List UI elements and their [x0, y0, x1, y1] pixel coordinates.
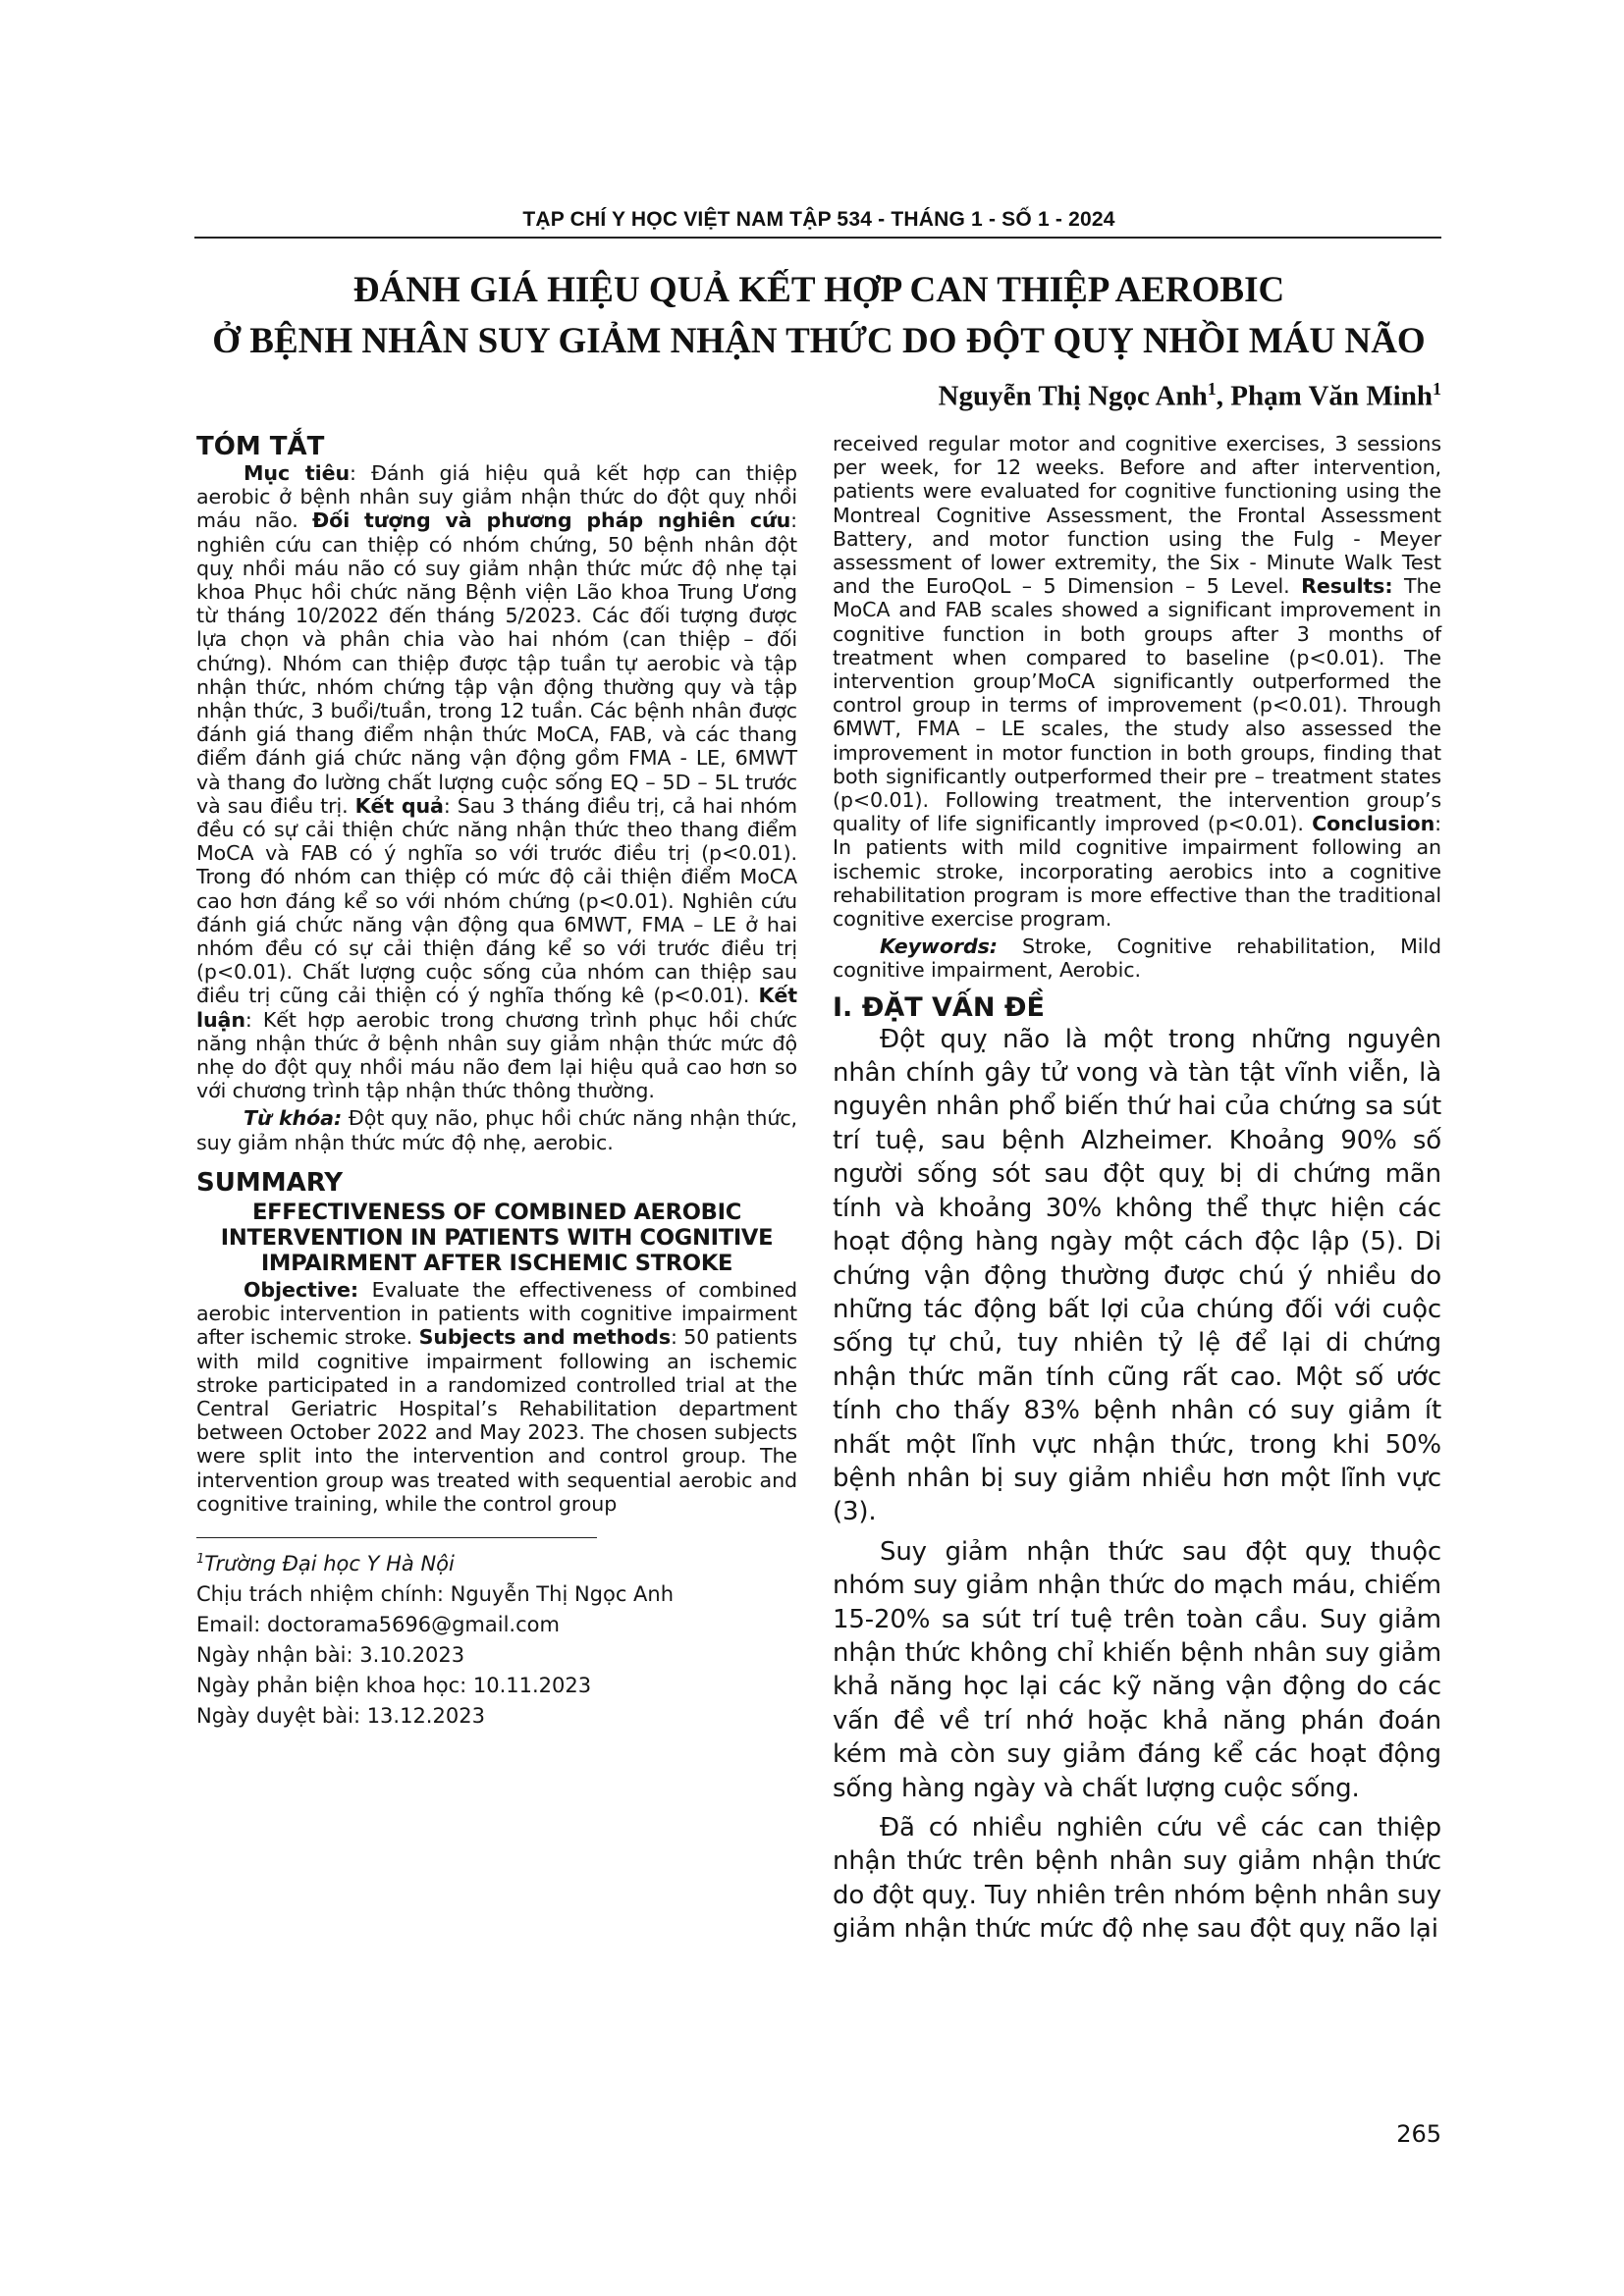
header-rule	[194, 237, 1441, 239]
methods-text-vi: : nghiên cứu can thiệp có nhóm chứng, 50 bệnh nhân đột quỵ nhồi máu não có suy giảm nhận thức mức độ nhẹ tại khoa Phục hồi chức năng Bệnh viện Lão khoa Trung Ương từ tháng 10/2022 đến tháng 5/2023. Các đối tượng được lựa chọn và phân chia vào hai nhóm (can thiệp – đối chứng). Nhóm can thiệp được tập tuần tự aerobic và tập nhận thức, nhóm chứng tập vận động thường quy và tập nhận thức, 3 buổi/tuần, trong 12 tuần. Các bệnh nhân được đánh giá thang điểm nhận thức MoCA, FAB, và các thang điểm đánh giá chức năng vận động gồm FMA - LE, 6MWT và thang đo lường chất lượng cuộc sống EQ – 5D – 5L trước và sau điều trị.	[196, 508, 797, 818]
keywords-label-en: Keywords:	[880, 934, 998, 959]
methods-label-vi: Đối tượng và phương pháp nghiên cứu	[312, 508, 791, 533]
summary-title	[196, 1200, 797, 1276]
conclusion-label-en: Conclusion	[1312, 812, 1435, 836]
keywords-vi	[196, 1106, 797, 1153]
abstract-en-body-part1	[196, 1278, 797, 1516]
objective-label-vi: Mục tiêu	[244, 461, 351, 485]
author-2-affiliation: 1	[1433, 379, 1441, 399]
title-line-2: Ở BỆNH NHÂN SUY GIẢM NHẬN THỨC DO ĐỘT QUỴ NHỒI MÁU NÃO	[212, 321, 1426, 361]
conclusion-text-vi: : Kết hợp aerobic trong chương trình phục hồi chức năng nhận thức ở bệnh nhân suy giảm nhận thức mức độ nhẹ do đột quỵ nhồi máu não đem lại hiệu quả cao hơn so với chương trình tập nhận thức thông thường.	[196, 1007, 797, 1103]
keywords-en	[833, 934, 1441, 982]
results-text-vi: : Sau 3 tháng điều trị, cả hai nhóm đều có sự cải thiện chức năng nhận thức theo thang điểm MoCA và FAB có ý nghĩa so với trước điều trị (p<0.01). Trong đó nhóm can thiệp có mức độ cải thiện điểm MoCA cao hơn đáng kể so với nhóm chứng (p<0.01). Nghiên cứu đánh giá chức năng vận động qua 6MWT, FMA – LE ở hai nhóm đều có sự cải thiện đáng kể so với trước điều trị (p<0.01). Chất lượng cuộc sống của nhóm can thiệp sau điều trị cũng cải thiện có ý nghĩa thống kê (p<0.01).	[196, 793, 797, 1008]
running-head: TẠP CHÍ Y HỌC VIỆT NAM TẬP 534 - THÁNG 1 - SỐ 1 - 2024	[522, 208, 1115, 231]
results-text-en: The MoCA and FAB scales showed a significant improvement in cognitive function in both groups after 3 months of treatment when compared to baseline (p<0.01). The intervention group’MoCA significantly outperformed the control group in terms of improvement (p<0.01). Through 6MWT, FMA – LE scales, the study also assessed the improvement in motor function in both groups, finding that both significantly outperformed their pre – treatment states (p<0.01). Following treatment, the intervention group’s quality of life significantly improved (p<0.01).	[833, 574, 1441, 836]
title-line-1: ĐÁNH GIÁ HIỆU QUẢ KẾT HỢP CAN THIỆP AEROBIC	[352, 270, 1285, 310]
footnote-rule	[196, 1537, 597, 1538]
objective-text-en: Evaluate the effectiveness of combined aerobic intervention in patients with cognitive impairment after ischemic stroke.	[196, 1277, 797, 1350]
author-1: Nguyễn Thị Ngọc Anh	[938, 380, 1208, 412]
results-label-vi: Kết quả	[354, 793, 444, 818]
summary-title-line-2: INTERVENTION IN PATIENTS WITH COGNITIVE	[220, 1224, 774, 1251]
results-label-en: Results:	[1301, 574, 1393, 599]
conclusion-text-en: : In patients with mild cognitive impairment following an ischemic stroke, incorporating aerobics into a cognitive rehabilitation program is more effective than the traditional cognitive exercise program.	[833, 812, 1441, 932]
affiliation: Trường Đại học Y Hà Nội	[204, 1551, 455, 1575]
summary-title-line-3: IMPAIRMENT AFTER ISCHEMIC STROKE	[260, 1250, 733, 1276]
methods-label-en: Subjects and methods	[418, 1325, 671, 1350]
affiliation-marker: 1	[196, 1551, 205, 1567]
intro-paragraph-1	[833, 1023, 1441, 1529]
reviewed-date: Ngày phản biện khoa học: 10.11.2023	[196, 1673, 592, 1697]
intro-paragraph-2	[833, 1535, 1441, 1805]
methods-text-en-part2: received regular motor and cognitive exercises, 3 sessions per week, for 12 weeks. Before and after intervention, patients were evaluated for cognitive functioning using the Montreal Cognitive Assessment, the Frontal Assessment Battery, and motor function using the Fulg - Meyer assessment of lower extremity, the Six - Minute Walk Test and the EuroQoL – 5 Dimension – 5 Level.	[833, 432, 1441, 599]
intro-text-1: Đột quỵ não là một trong những nguyên nhân chính gây tử vong và tàn tật vĩnh viễn, là nguyên nhân phổ biến thứ hai của chứng sa sút trí tuệ, sau bệnh Alzheimer. Khoảng 90% số người sống sót sau đột quỵ bị di chứng mãn tính và khoảng 30% không thể thực hiện các hoạt động hàng ngày một cách độc lập (5). Di chứng vận động thường được chú ý nhiều do những tác động bất lợi của chúng đối với cuộc sống tự chủ, tuy nhiên tỷ lệ để lại di chứng nhận thức mãn tính cũng rất cao. Một số ước tính cho thấy 83% bệnh nhân có suy giảm ít nhất một lĩnh vực nhận thức, trong khi 50% bệnh nhân bị suy giảm nhiều hơn một lĩnh vực (3).	[833, 1024, 1441, 1527]
author-1-affiliation: 1	[1207, 379, 1217, 399]
left-column	[196, 432, 797, 1732]
author-list	[785, 379, 1441, 413]
objective-label-en: Objective:	[244, 1277, 359, 1302]
author-2: Phạm Văn Minh	[1230, 380, 1433, 412]
corresponding-author: Chịu trách nhiệm chính: Nguyễn Thị Ngọc Anh	[196, 1581, 675, 1606]
keywords-text-vi: Đột quỵ não, phục hồi chức năng nhận thức, suy giảm nhận thức mức độ nhẹ, aerobic.	[196, 1106, 798, 1154]
intro-paragraph-3	[833, 1811, 1441, 1947]
conclusion-label-vi: Kết luận	[196, 984, 797, 1032]
footnote	[196, 1544, 797, 1732]
abstract-vi-heading: TÓM TẮT	[196, 432, 325, 461]
keywords-text-en: Stroke, Cognitive rehabilitation, Mild cognitive impairment, Aerobic.	[833, 934, 1441, 983]
page-number: 265	[1396, 2120, 1441, 2148]
right-column	[833, 432, 1441, 1947]
summary-heading: SUMMARY	[196, 1167, 344, 1198]
abstract-en-body-part2	[833, 432, 1441, 931]
author-separator: ,	[1216, 380, 1231, 412]
article-title	[196, 265, 1441, 367]
received-date: Ngày nhận bài: 3.10.2023	[196, 1642, 465, 1667]
intro-text-2: Suy giảm nhận thức sau đột quỵ thuộc nhóm suy giảm nhận thức do mạch máu, chiếm 15-20% sa sút trí tuệ trên toàn cầu. Suy giảm nhận thức không chỉ khiến bệnh nhân suy giảm khả năng học lại các kỹ năng vận động do các vấn đề về trí nhớ hoặc khả năng phán đoán kém mà còn suy giảm đáng kể các hoạt động sống hàng ngày và chất lượng cuộc sống.	[833, 1536, 1441, 1803]
abstract-vi-body	[196, 461, 797, 1102]
email: Email: doctorama5696@gmail.com	[196, 1612, 560, 1636]
accepted-date: Ngày duyệt bài: 13.12.2023	[196, 1703, 485, 1728]
intro-text-3: Đã có nhiều nghiên cứu về các can thiệp nhận thức trên bệnh nhân suy giảm nhận thức do đột quỵ. Tuy nhiên trên nhóm bệnh nhân suy giảm nhận thức mức độ nhẹ sau đột quỵ não lại	[833, 1813, 1441, 1945]
intro-heading: I. ĐẶT VẤN ĐỀ	[833, 991, 1045, 1023]
methods-text-en-part1: : 50 patients with mild cognitive impairment following an ischemic stroke participated in a randomized controlled trial at the Central Geriatric Hospital’s Rehabilitation department between October 2022 and May 2023. The chosen subjects were split into the intervention and control group. The intervention group was treated with sequential aerobic and cognitive training, while the control group	[196, 1325, 798, 1516]
summary-title-line-1: EFFECTIVENESS OF COMBINED AEROBIC	[252, 1199, 741, 1225]
keywords-label-vi: Từ khóa:	[244, 1106, 343, 1131]
objective-text-vi: : Đánh giá hiệu quả kết hợp can thiệp aerobic ở bệnh nhân suy giảm nhận thức do đột quỵ nhồi máu não.	[196, 461, 797, 533]
